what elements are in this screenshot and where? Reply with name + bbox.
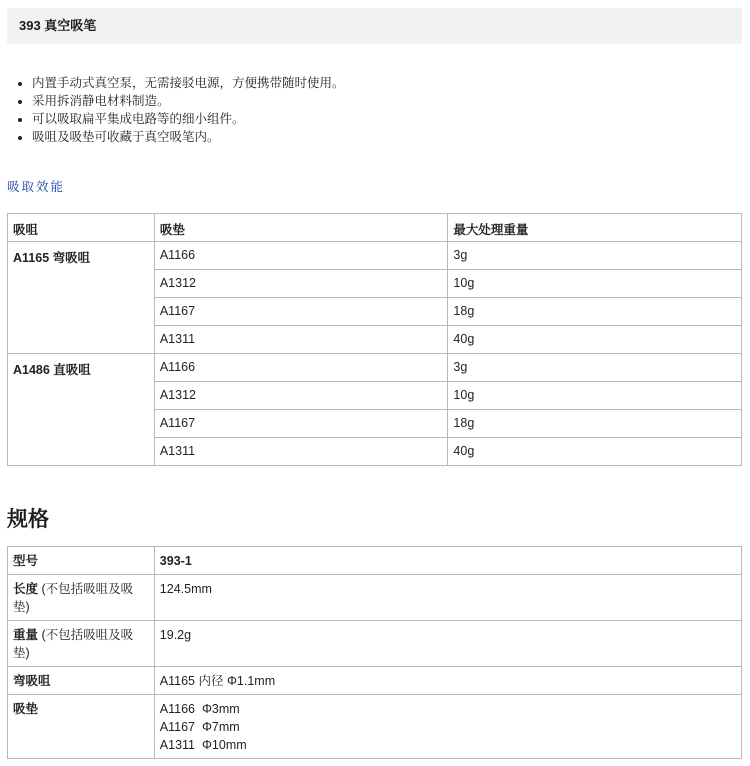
table-row — [8, 242, 742, 270]
col-header-max-weight: 最大处理重量 — [448, 214, 742, 242]
feature-item: • 内置手动式真空泵，无需接驳电源，方便携带随时使用。 — [32, 74, 345, 92]
pad-cell: A1312 — [154, 270, 448, 298]
pad-cell: A1311 — [154, 438, 448, 466]
spec-value: 393-1 — [154, 547, 741, 575]
table-row — [8, 354, 742, 382]
spec-value: A1165 内径 Φ1.1mm — [154, 667, 741, 695]
weight-cell: 18g — [448, 298, 742, 326]
feature-item: • 吸咀及吸垫可收藏于真空吸笔内。 — [32, 128, 345, 146]
page-title: 393 真空吸笔 — [7, 8, 742, 44]
table-header-row — [8, 214, 742, 242]
spec-label-main: 重量 — [13, 628, 39, 642]
spec-label — [8, 621, 155, 667]
spec-row-model — [8, 547, 742, 575]
weight-cell: 40g — [448, 438, 742, 466]
efficiency-table — [7, 213, 742, 466]
spec-row-length — [8, 575, 742, 621]
spec-label: 型号 — [8, 547, 155, 575]
weight-cell: 40g — [448, 326, 742, 354]
spec-label: 弯吸咀 — [8, 667, 155, 695]
weight-cell: 3g — [448, 354, 742, 382]
spec-table — [7, 546, 742, 759]
weight-cell: 18g — [448, 410, 742, 438]
weight-cell: 3g — [448, 242, 742, 270]
col-header-pad: 吸垫 — [154, 214, 448, 242]
spec-label-note: (不包括吸咀及吸垫) — [13, 628, 134, 660]
spec-label: 吸垫 — [8, 695, 155, 759]
feature-item: • 可以吸取扁平集成电路等的细小组件。 — [32, 110, 345, 128]
pad-spec-line: A1167 Φ7mm — [159, 720, 240, 734]
pad-cell: A1166 — [154, 354, 448, 382]
pad-cell: A1167 — [154, 410, 448, 438]
spec-value: 124.5mm — [154, 575, 741, 621]
pad-cell: A1167 — [154, 298, 448, 326]
efficiency-section-label: 吸取效能 — [7, 180, 66, 194]
pad-cell: A1166 — [154, 242, 448, 270]
spec-row-pad — [8, 695, 742, 759]
pad-spec-line: A1311 Φ10mm — [159, 738, 247, 752]
feature-item: • 采用拆消静电材料制造。 — [32, 92, 345, 110]
spec-label — [8, 575, 155, 621]
spec-row-bent-nozzle — [8, 667, 742, 695]
spec-row-weight — [8, 621, 742, 667]
spec-label-main: 长度 — [13, 582, 39, 596]
pad-cell: A1311 — [154, 326, 448, 354]
weight-cell: 10g — [448, 382, 742, 410]
nozzle-cell: A1165 弯吸咀 — [8, 242, 155, 354]
pad-cell: A1312 — [154, 382, 448, 410]
col-header-nozzle: 吸咀 — [8, 214, 155, 242]
feature-list — [7, 74, 345, 146]
weight-cell: 10g — [448, 270, 742, 298]
spec-label-note: (不包括吸咀及吸垫) — [13, 582, 134, 614]
spec-value: 19.2g — [154, 621, 741, 667]
nozzle-cell: A1486 直吸咀 — [8, 354, 155, 466]
pad-spec-line: A1166 Φ3mm — [159, 702, 240, 716]
spec-value — [154, 695, 741, 759]
spec-section-title: 规格 — [7, 508, 49, 531]
